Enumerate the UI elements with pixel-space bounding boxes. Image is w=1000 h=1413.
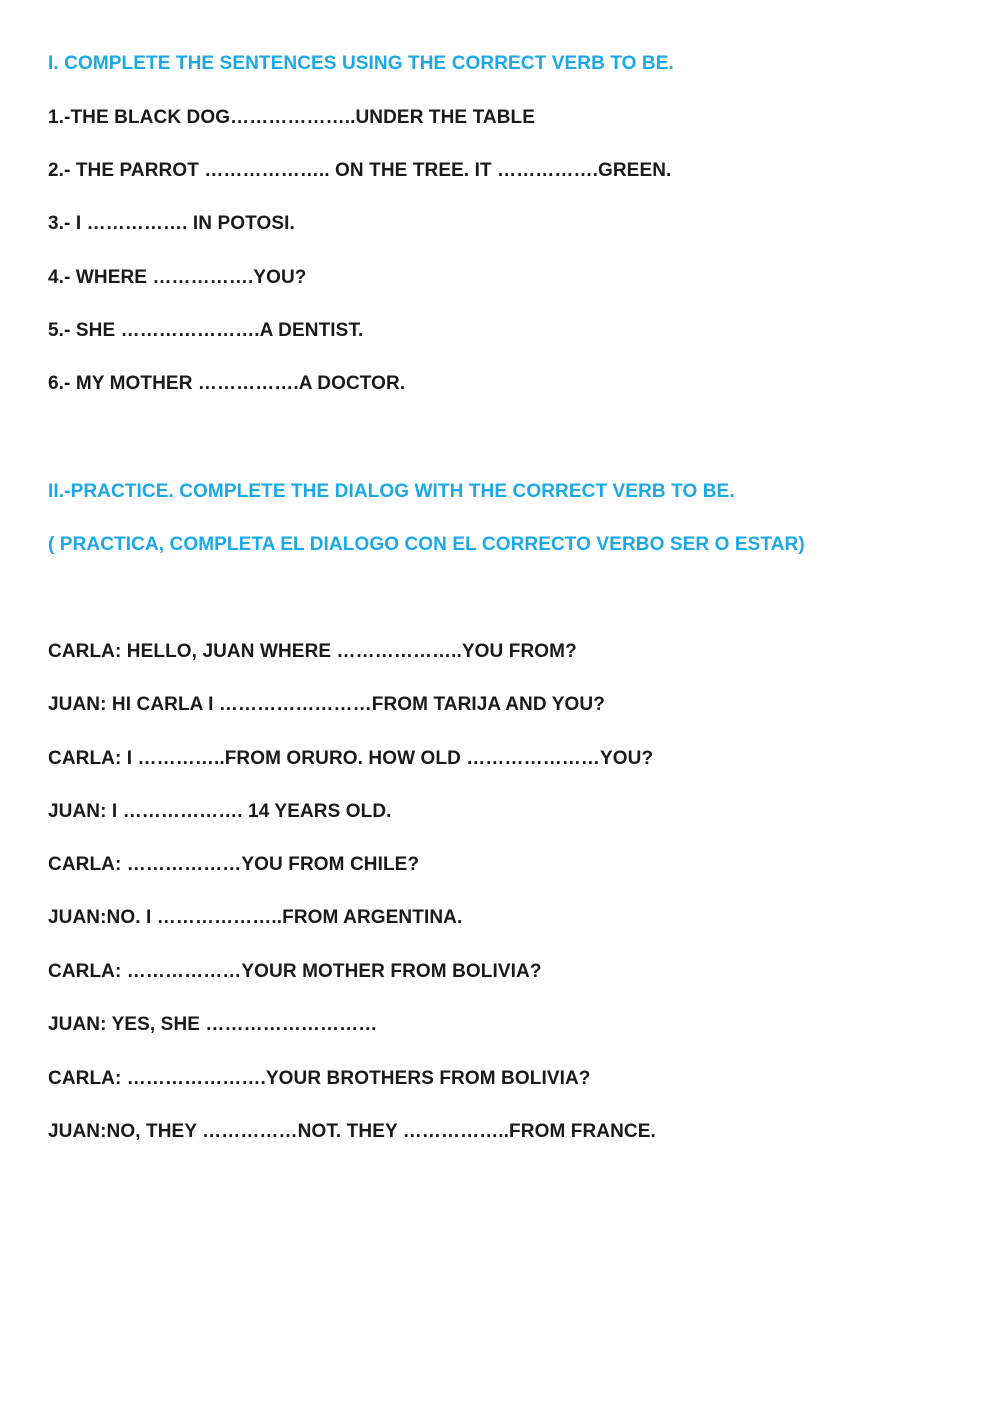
sentence-1: 1.-THE BLACK DOG………………..UNDER THE TABLE bbox=[48, 107, 535, 128]
dialog-line-7: CARLA: ………………YOUR MOTHER FROM BOLIVIA? bbox=[48, 961, 542, 982]
dialog-line-5: CARLA: ………………YOU FROM CHILE? bbox=[48, 854, 420, 875]
dialog-line-9: CARLA: ………………….YOUR BROTHERS FROM BOLIVIA? bbox=[48, 1068, 591, 1089]
sentence-4: 4.- WHERE …………….YOU? bbox=[48, 267, 307, 288]
sentence-6: 6.- MY MOTHER …………….A DOCTOR. bbox=[48, 373, 406, 394]
dialog-line-3: CARLA: I …………..FROM ORURO. HOW OLD …………………YOU? bbox=[48, 748, 654, 769]
dialog-line-4: JUAN: I ………………. 14 YEARS OLD. bbox=[48, 801, 392, 822]
dialog-line-2: JUAN: HI CARLA I ……………………FROM TARIJA AND YOU? bbox=[48, 694, 605, 715]
section-1-heading: I. COMPLETE THE SENTENCES USING THE CORRECT VERB TO BE. bbox=[48, 53, 674, 74]
sentence-2: 2.- THE PARROT ……………….. ON THE TREE. IT …………….GREEN. bbox=[48, 160, 672, 181]
dialog-line-1: CARLA: HELLO, JUAN WHERE ………………..YOU FROM? bbox=[48, 641, 577, 662]
sentence-5: 5.- SHE ………………….A DENTIST. bbox=[48, 320, 364, 341]
section-2-heading: II.-PRACTICE. COMPLETE THE DIALOG WITH THE CORRECT VERB TO BE. bbox=[48, 481, 735, 502]
dialog-line-8: JUAN: YES, SHE ……………………… bbox=[48, 1014, 378, 1035]
section-2-subheading: ( PRACTICA, COMPLETA EL DIALOGO CON EL CORRECTO VERBO SER O ESTAR) bbox=[48, 534, 805, 555]
sentence-3: 3.- I ……………. IN POTOSI. bbox=[48, 213, 295, 234]
dialog-line-10: JUAN:NO, THEY ……………NOT. THEY ……………..FROM FRANCE. bbox=[48, 1121, 656, 1142]
dialog-line-6: JUAN:NO. I ………………..FROM ARGENTINA. bbox=[48, 907, 463, 928]
